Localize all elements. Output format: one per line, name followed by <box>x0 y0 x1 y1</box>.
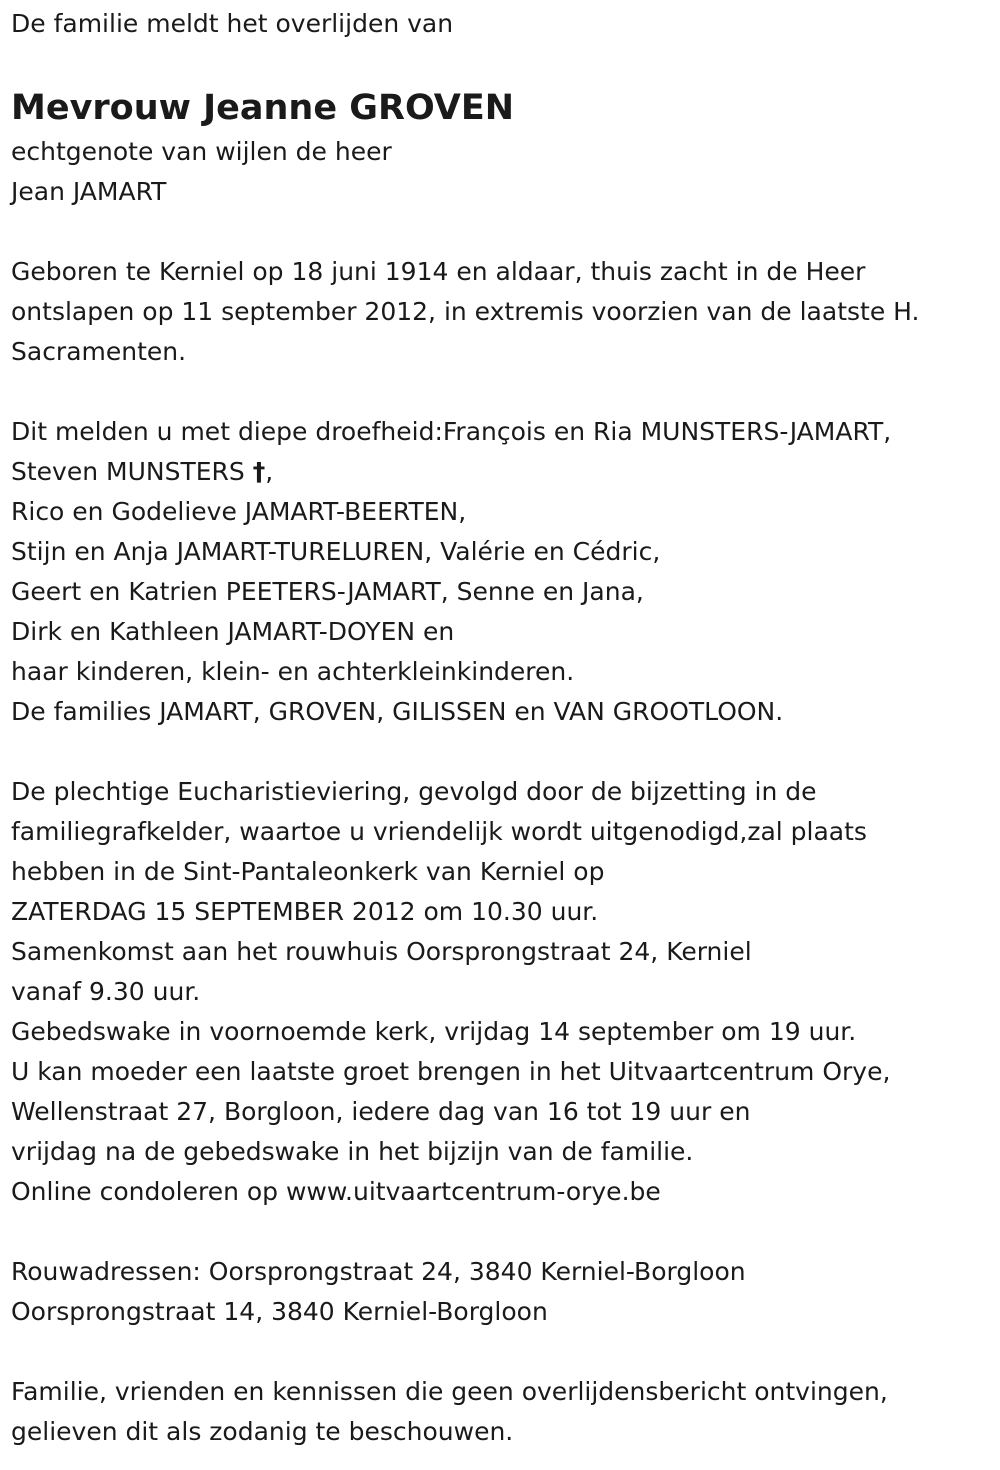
paragraph-line: De families JAMART, GROVEN, GILISSEN en VAN GROOTLOON. <box>11 697 784 726</box>
paragraph-line: gelieven dit als zodanig te beschouwen. <box>11 1417 514 1446</box>
deceased-name: Mevrouw Jeanne GROVEN <box>11 88 515 128</box>
spacer <box>11 1332 991 1372</box>
spacer <box>11 372 991 412</box>
paragraph-line: Dirk en Kathleen JAMART-DOYEN en <box>11 617 455 646</box>
spacer <box>11 732 991 772</box>
paragraph-line: Gebedswake in voornoemde kerk, vrijdag 14 september om 19 uur. <box>11 1017 857 1046</box>
paragraph-line: hebben in de Sint-Pantaleonkerk van Kerniel op <box>11 857 605 886</box>
condolence-prefix: Online condoleren op <box>11 1177 286 1206</box>
condolence-link[interactable]: www.uitvaartcentrum-orye.be <box>285 1177 661 1206</box>
paragraph-line <box>11 452 991 492</box>
paragraph-line: De plechtige Eucharistieviering, gevolgd door de bijzetting in de <box>11 777 817 806</box>
ceremony-paragraph <box>11 772 991 1212</box>
birth-death-paragraph <box>11 252 991 372</box>
paragraph-line: Wellenstraat 27, Borgloon, iedere dag van 16 tot 19 uur en <box>11 1097 751 1126</box>
paragraph-line: haar kinderen, klein- en achterkleinkinderen. <box>11 657 575 686</box>
paragraph-line: Oorsprongstraat 14, 3840 Kerniel-Borgloon <box>11 1297 548 1326</box>
spouse-line: echtgenote van wijlen de heer <box>11 137 392 166</box>
paragraph-line: Stijn en Anja JAMART-TURELUREN, Valérie en Cédric, <box>11 537 661 566</box>
comma: , <box>265 457 274 486</box>
paragraph-line: U kan moeder een laatste groet brengen in het Uitvaartcentrum Orye, <box>11 1057 891 1086</box>
paragraph-line: Rouwadressen: Oorsprongstraat 24, 3840 Kerniel-Borgloon <box>11 1257 746 1286</box>
paragraph-line: ZATERDAG 15 SEPTEMBER 2012 om 10.30 uur. <box>11 897 599 926</box>
cross-icon: † <box>252 457 266 486</box>
spacer <box>11 1212 991 1252</box>
paragraph-line: Rico en Godelieve JAMART-BEERTEN, <box>11 497 467 526</box>
paragraph-line: Geert en Katrien PEETERS-JAMART, Senne en Jana, <box>11 577 644 606</box>
paragraph-line: Dit melden u met diepe droefheid:François en Ria MUNSTERS-JAMART, <box>11 417 892 446</box>
family-paragraph <box>11 412 991 732</box>
paragraph-line: familiegrafkelder, waartoe u vriendelijk wordt uitgenodigd,zal plaats <box>11 817 867 846</box>
paragraph-line: vanaf 9.30 uur. <box>11 977 201 1006</box>
condolence-line <box>11 1172 991 1212</box>
family-member-text: Steven MUNSTERS <box>11 457 245 486</box>
spouse-name: Jean JAMART <box>11 177 167 206</box>
paragraph-line: Familie, vrienden en kennissen die geen overlijdensbericht ontvingen, <box>11 1377 888 1406</box>
paragraph-line: Sacramenten. <box>11 337 187 366</box>
paragraph-line: ontslapen op 11 september 2012, in extremis voorzien van de laatste H. <box>11 297 920 326</box>
spacer <box>11 44 991 84</box>
paragraph-line: vrijdag na de gebedswake in het bijzijn van de familie. <box>11 1137 694 1166</box>
death-notice <box>11 4 991 1452</box>
addresses-paragraph <box>11 1252 991 1332</box>
intro-text: De familie meldt het overlijden van <box>11 9 454 38</box>
paragraph-line: Samenkomst aan het rouwhuis Oorsprongstraat 24, Kerniel <box>11 937 752 966</box>
spacer <box>11 212 991 252</box>
closing-paragraph <box>11 1372 991 1452</box>
paragraph-line: Geboren te Kerniel op 18 juni 1914 en aldaar, thuis zacht in de Heer <box>11 257 866 286</box>
